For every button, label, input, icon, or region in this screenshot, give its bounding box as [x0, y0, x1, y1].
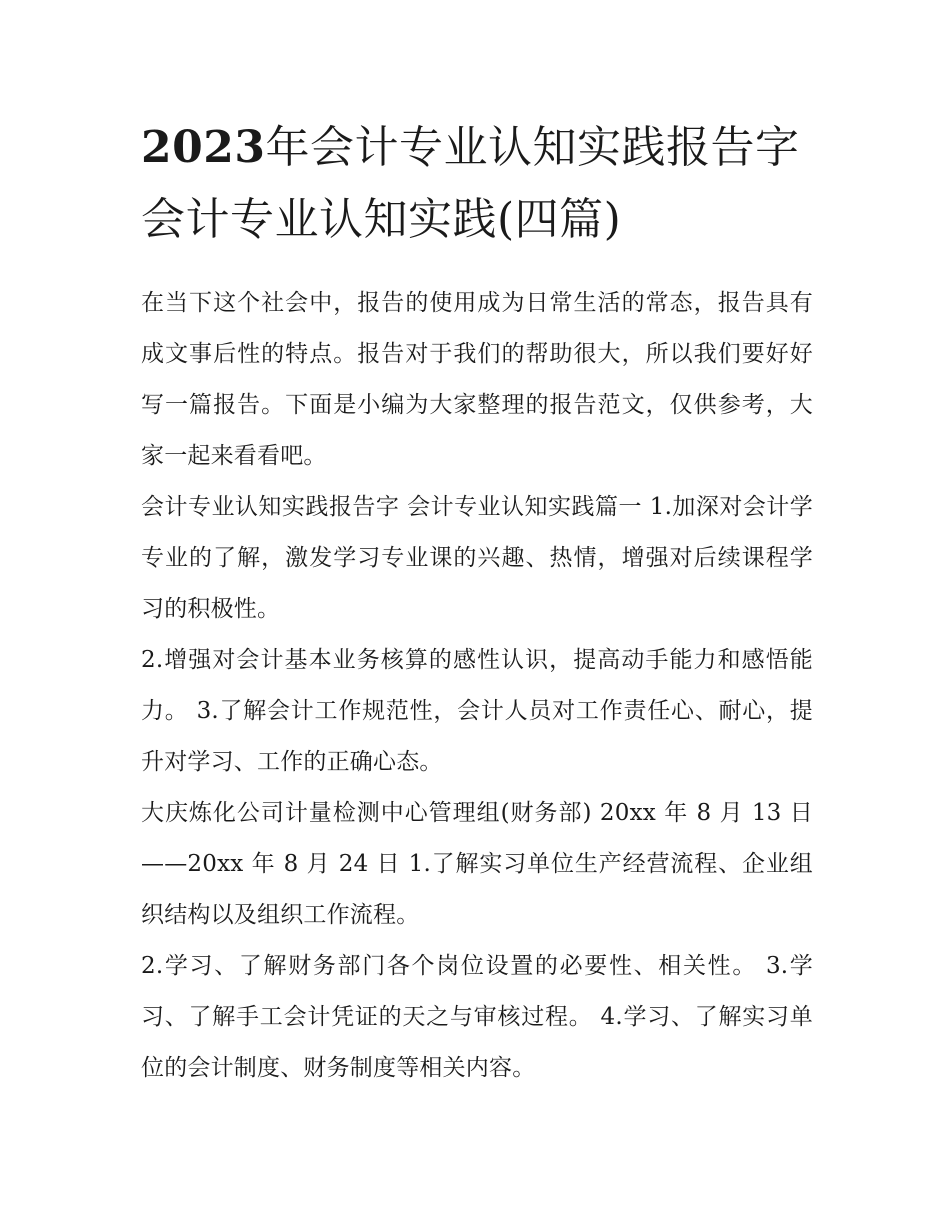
body-paragraph: 2.增强对会计基本业务核算的感性认识，提高动手能力和感悟能力。 3.了解会计工作规范性，会计人员对工作责任心、耐心，提升对学习、工作的正确心态。 [141, 647, 813, 775]
body-paragraph: 会计专业认知实践报告字 会计专业认知实践篇一 1.加深对会计学专业的了解，激发学习专业课的兴趣、热情，增强对后续课程学习的积极性。 [141, 494, 813, 622]
title-text: 年会计专业认知实践报告字 会计专业认知实践(四篇) [141, 122, 800, 245]
document-title [141, 112, 813, 256]
body-paragraph: 2.学习、了解财务部门各个岗位设置的必要性、相关性。 3.学习、了解手工会计凭证的天之与审核过程。 4.学习、了解实习单位的会计制度、财务制度等相关内容。 [141, 953, 813, 1081]
body-paragraph: 大庆炼化公司计量检测中心管理组(财务部) 20xx 年 8 月 13 日——20xx 年 8 月 24 日 1.了解实习单位生产经营流程、企业组织结构以及组织工作流程。 [141, 800, 813, 928]
title-year: 2023 [141, 122, 266, 173]
intro-paragraph: 在当下这个社会中，报告的使用成为日常生活的常态，报告具有成文事后性的特点。报告对于我们的帮助很大，所以我们要好好写一篇报告。下面是小编为大家整理的报告范文，仅供参考，大家一起来看看吧。 [141, 290, 813, 469]
document-page [141, 112, 813, 1094]
